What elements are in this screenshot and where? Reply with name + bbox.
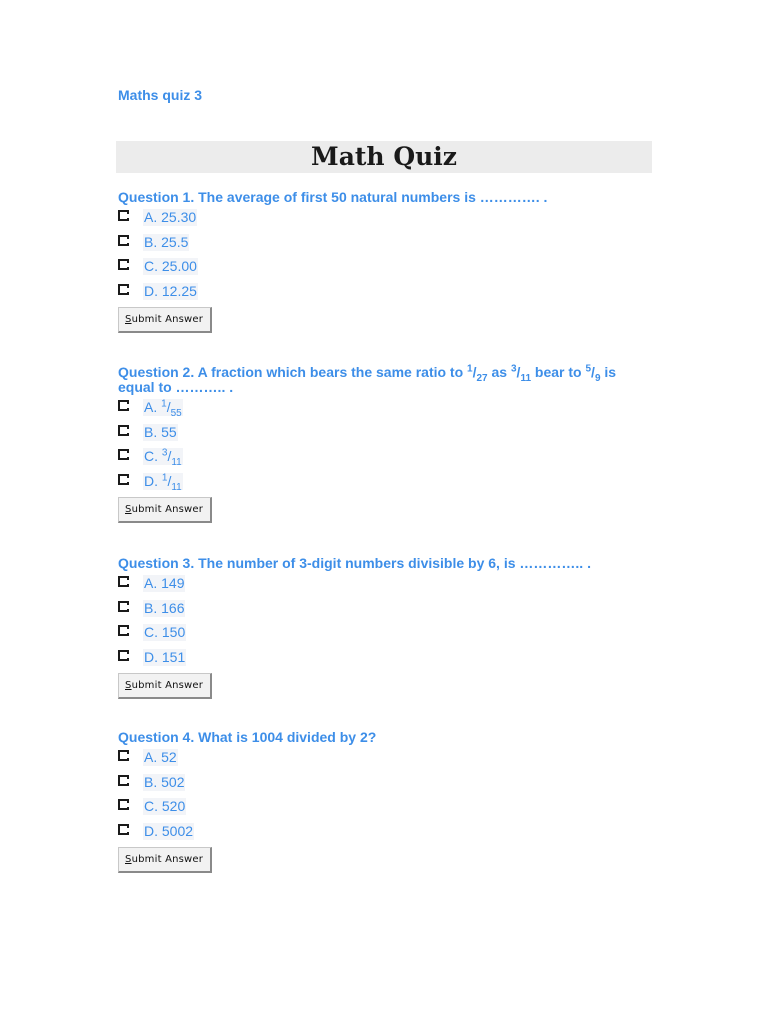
question-text: Question 4. What is 1004 divided by 2? [118, 729, 377, 745]
question-4 [116, 730, 652, 873]
option-label: C. $^3/_{11}$ [144, 447, 182, 469]
checkbox[interactable] [118, 474, 129, 485]
checkbox[interactable] [118, 425, 129, 436]
option-label: C. 520 [144, 798, 186, 815]
answer-options [116, 573, 652, 672]
option-label: A. 149 [144, 575, 185, 591]
answer-options [116, 747, 652, 846]
option-d[interactable] [116, 281, 652, 306]
checkbox[interactable] [118, 799, 129, 810]
option-label: B. 55 [144, 423, 177, 440]
option-d[interactable] [116, 821, 652, 846]
option-label: D. 5002 [144, 823, 194, 840]
checkbox[interactable] [118, 750, 129, 761]
submit-answer-button[interactable]: Submit Answer [118, 847, 212, 873]
option-label: B. 502 [144, 773, 185, 790]
quiz-title: Math Quiz [116, 141, 652, 173]
option-b[interactable] [116, 232, 652, 257]
option-c[interactable] [116, 256, 652, 281]
option-label: D. 151 [144, 649, 186, 666]
checkbox[interactable] [118, 775, 129, 786]
option-label: A. 25.30 [144, 209, 197, 225]
option-b[interactable] [116, 598, 652, 623]
question-2 [116, 365, 652, 523]
option-label: C. 25.00 [144, 258, 197, 275]
checkbox[interactable] [118, 824, 129, 835]
checkbox[interactable] [118, 210, 129, 221]
checkbox[interactable] [118, 235, 129, 246]
submit-answer-button[interactable]: Submit Answer [118, 307, 212, 333]
checkbox[interactable] [118, 625, 129, 636]
checkbox[interactable] [118, 449, 129, 460]
checkbox[interactable] [118, 400, 129, 411]
option-label: D. $^1/_{11}$ [144, 472, 182, 493]
option-c[interactable] [116, 446, 652, 471]
option-label: A. $^1/_{55}$ [144, 398, 182, 419]
option-d[interactable] [116, 647, 652, 672]
question-text: Question 1. The average of first 50 natural numbers is …………. . [118, 189, 548, 205]
option-a[interactable] [116, 573, 652, 598]
checkbox[interactable] [118, 576, 129, 587]
option-label: C. 150 [144, 624, 186, 641]
question-text: Question 2. A fraction which bears the same ratio to $^1/_{27}$ as $^3/_{11}$ bear to $^5/_9$ is equal to ……….. . [118, 363, 617, 395]
option-label: A. 52 [144, 749, 177, 765]
option-a[interactable] [116, 207, 652, 232]
option-label: B. 25.5 [144, 233, 189, 250]
checkbox[interactable] [118, 284, 129, 295]
option-a[interactable] [116, 747, 652, 772]
option-c[interactable] [116, 622, 652, 647]
option-b[interactable] [116, 772, 652, 797]
option-label: D. 12.25 [144, 283, 197, 300]
option-a[interactable] [116, 397, 652, 422]
checkbox[interactable] [118, 259, 129, 270]
submit-answer-button[interactable]: Submit Answer [118, 673, 212, 699]
option-c[interactable] [116, 796, 652, 821]
submit-answer-button[interactable]: Submit Answer [118, 497, 212, 523]
question-text: Question 3. The number of 3-digit numbers divisible by 6, is ………….. . [118, 555, 591, 571]
question-3 [116, 556, 652, 699]
question-1 [116, 190, 652, 333]
document-title: Maths quiz 3 [118, 87, 203, 103]
option-d[interactable] [116, 471, 652, 496]
answer-options [116, 207, 652, 306]
checkbox[interactable] [118, 650, 129, 661]
checkbox[interactable] [118, 601, 129, 612]
option-label: B. 166 [144, 599, 185, 616]
answer-options [116, 397, 652, 496]
option-b[interactable] [116, 422, 652, 447]
